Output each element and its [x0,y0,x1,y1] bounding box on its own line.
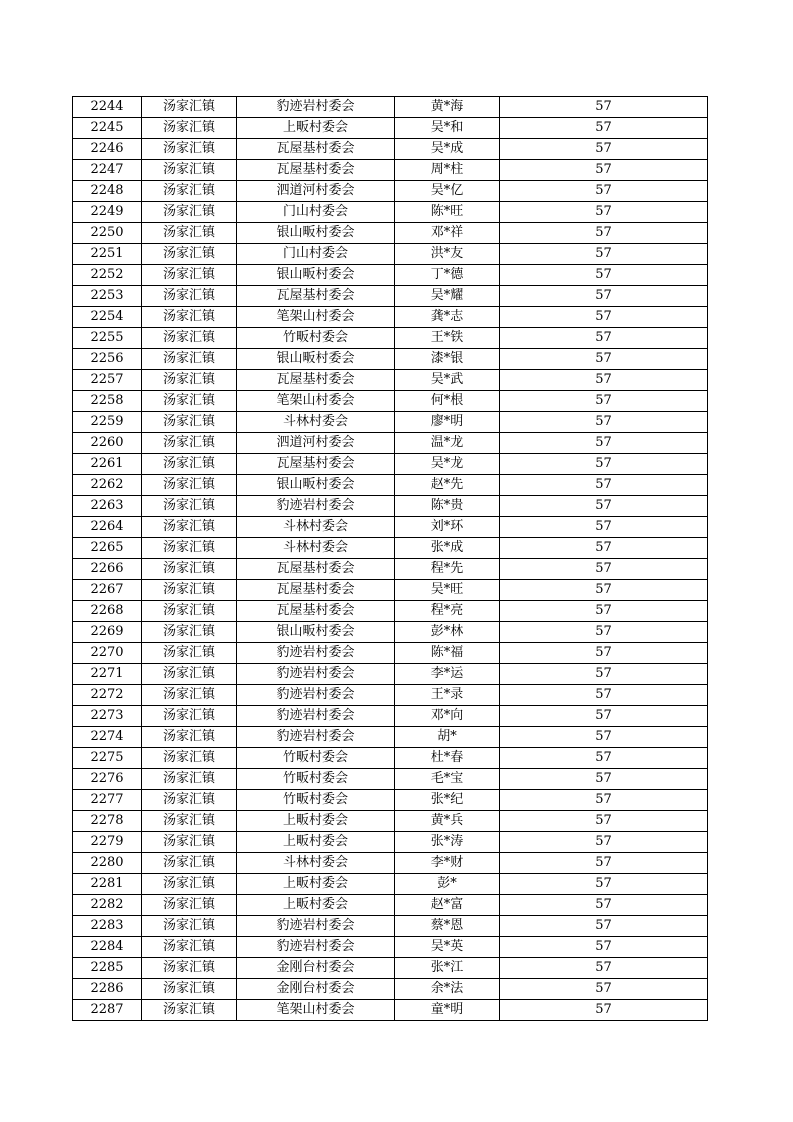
person-name-cell: 丁*德 [395,265,500,286]
amount-cell: 57 [500,538,708,559]
person-name-cell: 王*录 [395,685,500,706]
serial-number-cell: 2270 [73,643,142,664]
amount-cell: 57 [500,202,708,223]
serial-number-cell: 2286 [73,979,142,1000]
town-cell: 汤家汇镇 [142,706,237,727]
person-name-cell: 赵*先 [395,475,500,496]
person-name-cell: 吴*龙 [395,454,500,475]
table-row [73,937,708,958]
village-committee-cell: 银山畈村委会 [237,349,395,370]
table-row [73,706,708,727]
table-row [73,475,708,496]
town-cell: 汤家汇镇 [142,580,237,601]
amount-cell: 57 [500,622,708,643]
village-committee-cell: 银山畈村委会 [237,622,395,643]
roster-table-body [73,97,708,1021]
person-name-cell: 赵*富 [395,895,500,916]
person-name-cell: 张*江 [395,958,500,979]
amount-cell: 57 [500,391,708,412]
person-name-cell: 陈*旺 [395,202,500,223]
table-row [73,370,708,391]
person-name-cell: 邓*向 [395,706,500,727]
amount-cell: 57 [500,328,708,349]
person-name-cell: 张*涛 [395,832,500,853]
amount-cell: 57 [500,895,708,916]
amount-cell: 57 [500,643,708,664]
village-committee-cell: 金刚台村委会 [237,979,395,1000]
amount-cell: 57 [500,517,708,538]
amount-cell: 57 [500,307,708,328]
town-cell: 汤家汇镇 [142,874,237,895]
table-row [73,118,708,139]
table-row [73,391,708,412]
table-row [73,874,708,895]
village-committee-cell: 笔架山村委会 [237,1000,395,1021]
amount-cell: 57 [500,139,708,160]
town-cell: 汤家汇镇 [142,160,237,181]
town-cell: 汤家汇镇 [142,1000,237,1021]
table-row [73,580,708,601]
table-row [73,559,708,580]
table-row [73,307,708,328]
village-committee-cell: 银山畈村委会 [237,475,395,496]
table-row [73,517,708,538]
village-committee-cell: 斗林村委会 [237,412,395,433]
town-cell: 汤家汇镇 [142,370,237,391]
village-committee-cell: 竹畈村委会 [237,328,395,349]
village-committee-cell: 泗道河村委会 [237,181,395,202]
amount-cell: 57 [500,349,708,370]
town-cell: 汤家汇镇 [142,181,237,202]
person-name-cell: 邓*祥 [395,223,500,244]
amount-cell: 57 [500,496,708,517]
town-cell: 汤家汇镇 [142,202,237,223]
table-row [73,685,708,706]
village-committee-cell: 豹迹岩村委会 [237,727,395,748]
town-cell: 汤家汇镇 [142,538,237,559]
town-cell: 汤家汇镇 [142,118,237,139]
table-row [73,769,708,790]
town-cell: 汤家汇镇 [142,349,237,370]
table-row [73,139,708,160]
amount-cell: 57 [500,412,708,433]
person-name-cell: 洪*友 [395,244,500,265]
village-committee-cell: 豹迹岩村委会 [237,685,395,706]
serial-number-cell: 2269 [73,622,142,643]
village-committee-cell: 上畈村委会 [237,832,395,853]
serial-number-cell: 2263 [73,496,142,517]
serial-number-cell: 2250 [73,223,142,244]
town-cell: 汤家汇镇 [142,937,237,958]
serial-number-cell: 2251 [73,244,142,265]
village-committee-cell: 斗林村委会 [237,517,395,538]
amount-cell: 57 [500,937,708,958]
table-row [73,202,708,223]
roster-table [72,96,708,1021]
serial-number-cell: 2274 [73,727,142,748]
town-cell: 汤家汇镇 [142,412,237,433]
amount-cell: 57 [500,559,708,580]
person-name-cell: 程*先 [395,559,500,580]
table-row [73,181,708,202]
table-row [73,1000,708,1021]
amount-cell: 57 [500,727,708,748]
village-committee-cell: 瓦屋基村委会 [237,286,395,307]
amount-cell: 57 [500,181,708,202]
village-committee-cell: 门山村委会 [237,244,395,265]
town-cell: 汤家汇镇 [142,643,237,664]
table-row [73,601,708,622]
town-cell: 汤家汇镇 [142,727,237,748]
serial-number-cell: 2272 [73,685,142,706]
village-committee-cell: 上畈村委会 [237,811,395,832]
serial-number-cell: 2284 [73,937,142,958]
serial-number-cell: 2282 [73,895,142,916]
person-name-cell: 吴*旺 [395,580,500,601]
amount-cell: 57 [500,748,708,769]
town-cell: 汤家汇镇 [142,748,237,769]
serial-number-cell: 2255 [73,328,142,349]
table-row [73,622,708,643]
serial-number-cell: 2283 [73,916,142,937]
village-committee-cell: 瓦屋基村委会 [237,370,395,391]
person-name-cell: 童*明 [395,1000,500,1021]
village-committee-cell: 泗道河村委会 [237,433,395,454]
serial-number-cell: 2252 [73,265,142,286]
serial-number-cell: 2259 [73,412,142,433]
village-committee-cell: 瓦屋基村委会 [237,580,395,601]
person-name-cell: 吴*英 [395,937,500,958]
village-committee-cell: 竹畈村委会 [237,748,395,769]
amount-cell: 57 [500,853,708,874]
village-committee-cell: 上畈村委会 [237,895,395,916]
serial-number-cell: 2267 [73,580,142,601]
amount-cell: 57 [500,118,708,139]
person-name-cell: 周*柱 [395,160,500,181]
village-committee-cell: 豹迹岩村委会 [237,916,395,937]
amount-cell: 57 [500,664,708,685]
person-name-cell: 杜*春 [395,748,500,769]
person-name-cell: 漆*银 [395,349,500,370]
person-name-cell: 王*铁 [395,328,500,349]
town-cell: 汤家汇镇 [142,97,237,118]
table-row [73,727,708,748]
table-row [73,349,708,370]
table-row [73,454,708,475]
person-name-cell: 李*运 [395,664,500,685]
town-cell: 汤家汇镇 [142,622,237,643]
amount-cell: 57 [500,1000,708,1021]
table-row [73,790,708,811]
person-name-cell: 李*财 [395,853,500,874]
table-row [73,538,708,559]
table-row [73,748,708,769]
amount-cell: 57 [500,265,708,286]
serial-number-cell: 2276 [73,769,142,790]
person-name-cell: 胡* [395,727,500,748]
amount-cell: 57 [500,223,708,244]
village-committee-cell: 豹迹岩村委会 [237,706,395,727]
town-cell: 汤家汇镇 [142,475,237,496]
town-cell: 汤家汇镇 [142,559,237,580]
amount-cell: 57 [500,706,708,727]
village-committee-cell: 斗林村委会 [237,538,395,559]
village-committee-cell: 豹迹岩村委会 [237,496,395,517]
table-row [73,223,708,244]
amount-cell: 57 [500,286,708,307]
person-name-cell: 彭* [395,874,500,895]
person-name-cell: 何*根 [395,391,500,412]
town-cell: 汤家汇镇 [142,895,237,916]
town-cell: 汤家汇镇 [142,307,237,328]
table-row [73,328,708,349]
amount-cell: 57 [500,958,708,979]
village-committee-cell: 笔架山村委会 [237,307,395,328]
person-name-cell: 程*亮 [395,601,500,622]
serial-number-cell: 2265 [73,538,142,559]
serial-number-cell: 2285 [73,958,142,979]
village-committee-cell: 笔架山村委会 [237,391,395,412]
village-committee-cell: 竹畈村委会 [237,769,395,790]
town-cell: 汤家汇镇 [142,391,237,412]
village-committee-cell: 银山畈村委会 [237,265,395,286]
village-committee-cell: 竹畈村委会 [237,790,395,811]
table-row [73,895,708,916]
amount-cell: 57 [500,454,708,475]
serial-number-cell: 2246 [73,139,142,160]
table-row [73,832,708,853]
town-cell: 汤家汇镇 [142,832,237,853]
serial-number-cell: 2268 [73,601,142,622]
serial-number-cell: 2278 [73,811,142,832]
serial-number-cell: 2271 [73,664,142,685]
amount-cell: 57 [500,370,708,391]
serial-number-cell: 2266 [73,559,142,580]
serial-number-cell: 2264 [73,517,142,538]
town-cell: 汤家汇镇 [142,139,237,160]
village-committee-cell: 豹迹岩村委会 [237,97,395,118]
serial-number-cell: 2287 [73,1000,142,1021]
town-cell: 汤家汇镇 [142,265,237,286]
amount-cell: 57 [500,244,708,265]
serial-number-cell: 2281 [73,874,142,895]
serial-number-cell: 2244 [73,97,142,118]
town-cell: 汤家汇镇 [142,664,237,685]
person-name-cell: 蔡*恩 [395,916,500,937]
town-cell: 汤家汇镇 [142,517,237,538]
table-row [73,643,708,664]
amount-cell: 57 [500,601,708,622]
serial-number-cell: 2257 [73,370,142,391]
serial-number-cell: 2248 [73,181,142,202]
table-row [73,160,708,181]
village-committee-cell: 瓦屋基村委会 [237,559,395,580]
village-committee-cell: 瓦屋基村委会 [237,601,395,622]
village-committee-cell: 瓦屋基村委会 [237,160,395,181]
amount-cell: 57 [500,160,708,181]
person-name-cell: 吴*武 [395,370,500,391]
amount-cell: 57 [500,916,708,937]
table-row [73,958,708,979]
person-name-cell: 黄*兵 [395,811,500,832]
table-row [73,664,708,685]
serial-number-cell: 2262 [73,475,142,496]
person-name-cell: 余*法 [395,979,500,1000]
person-name-cell: 陈*福 [395,643,500,664]
person-name-cell: 温*龙 [395,433,500,454]
amount-cell: 57 [500,832,708,853]
person-name-cell: 黄*海 [395,97,500,118]
person-name-cell: 陈*贵 [395,496,500,517]
town-cell: 汤家汇镇 [142,286,237,307]
serial-number-cell: 2280 [73,853,142,874]
amount-cell: 57 [500,475,708,496]
town-cell: 汤家汇镇 [142,601,237,622]
person-name-cell: 吴*亿 [395,181,500,202]
village-committee-cell: 豹迹岩村委会 [237,643,395,664]
village-committee-cell: 金刚台村委会 [237,958,395,979]
serial-number-cell: 2261 [73,454,142,475]
village-committee-cell: 豹迹岩村委会 [237,664,395,685]
person-name-cell: 毛*宝 [395,769,500,790]
table-row [73,811,708,832]
serial-number-cell: 2273 [73,706,142,727]
table-row [73,244,708,265]
table-row [73,853,708,874]
serial-number-cell: 2249 [73,202,142,223]
town-cell: 汤家汇镇 [142,328,237,349]
village-committee-cell: 瓦屋基村委会 [237,454,395,475]
town-cell: 汤家汇镇 [142,454,237,475]
amount-cell: 57 [500,790,708,811]
town-cell: 汤家汇镇 [142,790,237,811]
town-cell: 汤家汇镇 [142,433,237,454]
serial-number-cell: 2260 [73,433,142,454]
person-name-cell: 彭*林 [395,622,500,643]
amount-cell: 57 [500,769,708,790]
amount-cell: 57 [500,811,708,832]
amount-cell: 57 [500,97,708,118]
town-cell: 汤家汇镇 [142,979,237,1000]
village-committee-cell: 银山畈村委会 [237,223,395,244]
village-committee-cell: 豹迹岩村委会 [237,937,395,958]
amount-cell: 57 [500,685,708,706]
village-committee-cell: 门山村委会 [237,202,395,223]
serial-number-cell: 2256 [73,349,142,370]
person-name-cell: 龚*志 [395,307,500,328]
town-cell: 汤家汇镇 [142,223,237,244]
town-cell: 汤家汇镇 [142,811,237,832]
table-row [73,286,708,307]
amount-cell: 57 [500,979,708,1000]
village-committee-cell: 斗林村委会 [237,853,395,874]
village-committee-cell: 上畈村委会 [237,874,395,895]
person-name-cell: 张*纪 [395,790,500,811]
serial-number-cell: 2247 [73,160,142,181]
village-committee-cell: 上畈村委会 [237,118,395,139]
serial-number-cell: 2279 [73,832,142,853]
table-row [73,496,708,517]
town-cell: 汤家汇镇 [142,853,237,874]
table-row [73,265,708,286]
serial-number-cell: 2245 [73,118,142,139]
table-row [73,979,708,1000]
town-cell: 汤家汇镇 [142,916,237,937]
person-name-cell: 刘*环 [395,517,500,538]
town-cell: 汤家汇镇 [142,244,237,265]
serial-number-cell: 2275 [73,748,142,769]
person-name-cell: 廖*明 [395,412,500,433]
amount-cell: 57 [500,433,708,454]
serial-number-cell: 2258 [73,391,142,412]
amount-cell: 57 [500,874,708,895]
person-name-cell: 吴*和 [395,118,500,139]
table-row [73,412,708,433]
person-name-cell: 吴*成 [395,139,500,160]
person-name-cell: 吴*耀 [395,286,500,307]
town-cell: 汤家汇镇 [142,496,237,517]
town-cell: 汤家汇镇 [142,769,237,790]
town-cell: 汤家汇镇 [142,685,237,706]
village-committee-cell: 瓦屋基村委会 [237,139,395,160]
town-cell: 汤家汇镇 [142,958,237,979]
serial-number-cell: 2253 [73,286,142,307]
person-name-cell: 张*成 [395,538,500,559]
serial-number-cell: 2254 [73,307,142,328]
amount-cell: 57 [500,580,708,601]
table-row [73,433,708,454]
table-row [73,916,708,937]
serial-number-cell: 2277 [73,790,142,811]
table-row [73,97,708,118]
